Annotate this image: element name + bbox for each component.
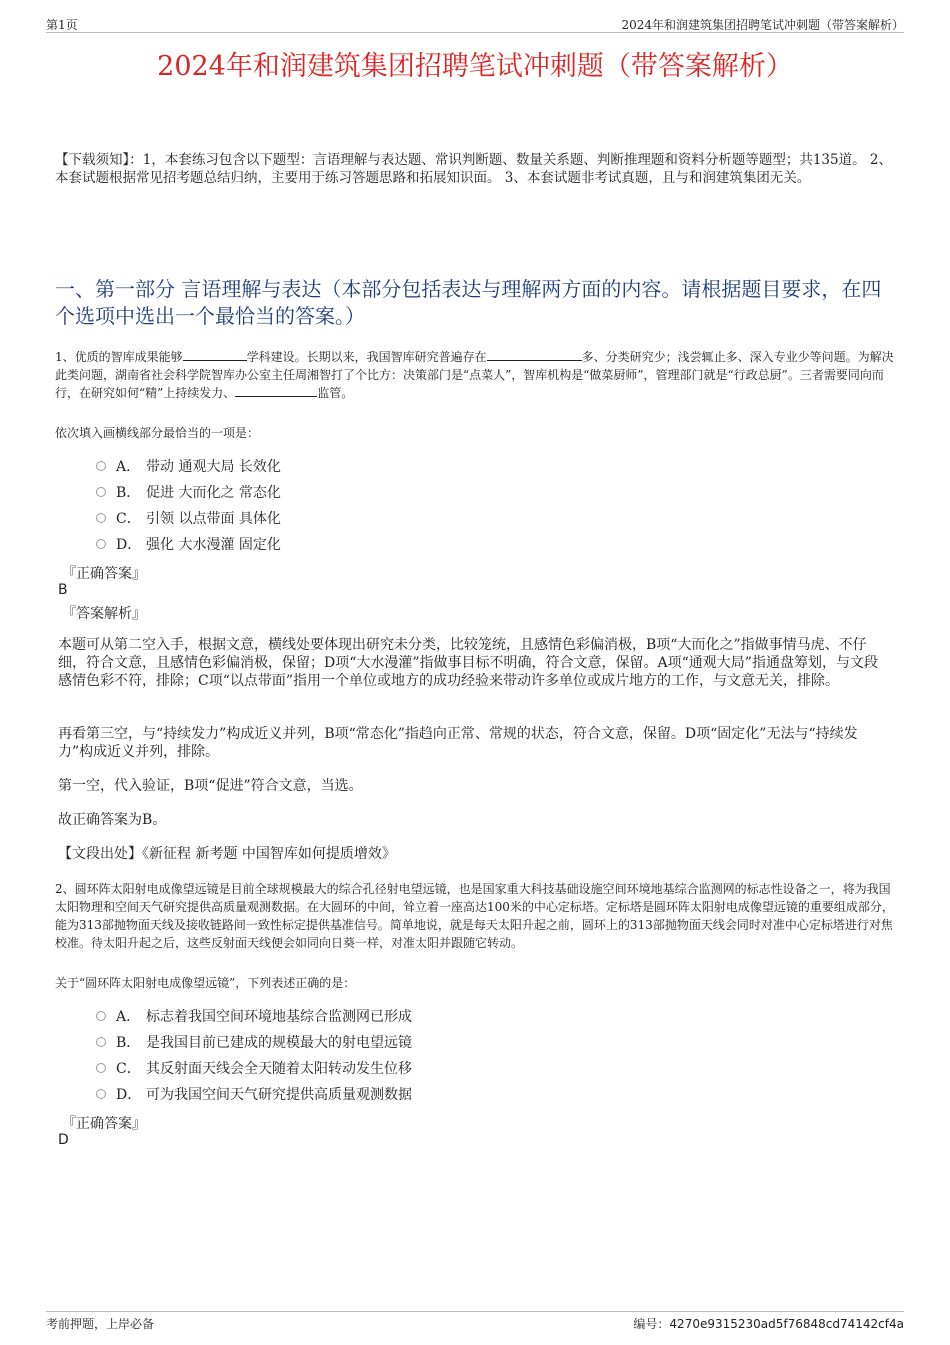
question-1-text: 1、优质的智库成果能够 学科建设。长期以来，我国智库研究普遍存在 多、分类研究少；浅尝辄止多、深入专业少等问题。为解决此类问题，湖南省社会科学院智库办公室主任周湘智打了个比方：决策部门是“点菜人”，智库机构是“做菜厨师”，管理部门就是“行政总厨”。三者需要同向而行，在研究如何“精”上持续发力、 监管。: [55, 350, 894, 400]
footer-code: 编号：4270e9315230ad5f76848cd74142cf4a: [633, 1317, 904, 1331]
analysis-label: 『答案解析』: [62, 606, 146, 622]
option-d[interactable]: D． 强化 大水漫灌 固定化: [96, 531, 281, 557]
blank-3: [235, 384, 317, 397]
question-2-text: 2、圆环阵太阳射电成像望远镜是目前全球规模最大的综合孔径射电望远镜，也是国家重大科技基础设施空间环境地基综合监测网的标志性设备之一，将为我国太阳物理和空间天气研究提供高质量观测数据。在大圆环的中间，耸立着一座高达100米的中心定标塔。定标塔是圆环阵太阳射电成像望远镜的重要组成部分，能为313部抛物面天线及接收链路间一致性标定提供基准信号。简单地说，就是每天太阳升起之前，圆环上的313部抛物面天线会同时对准中心定标塔进行对焦校准。待太阳升起之后，这些反射面天线便会如同向日葵一样，对准太阳并跟随它转动。: [55, 882, 894, 950]
radio-icon[interactable]: [96, 1037, 106, 1047]
page-header: [46, 14, 904, 33]
page-number: 第1页: [46, 18, 78, 32]
blank-1: [183, 348, 247, 361]
radio-icon[interactable]: [96, 1011, 106, 1021]
option-c[interactable]: C． 引领 以点带面 具体化: [96, 505, 281, 531]
option-b[interactable]: B． 是我国目前已建成的规模最大的射电望远镜: [96, 1029, 412, 1055]
radio-icon[interactable]: [96, 461, 106, 471]
radio-icon[interactable]: [96, 1089, 106, 1099]
blank-2: [487, 348, 582, 361]
radio-icon[interactable]: [96, 513, 106, 523]
option-a[interactable]: A． 带动 通观大局 长效化: [96, 453, 281, 479]
option-d[interactable]: D． 可为我国空间天气研究提供高质量观测数据: [96, 1081, 412, 1107]
question-1-instruction: 依次填入画横线部分最恰当的一项是：: [55, 426, 260, 440]
analysis-paragraph: 第一空，代入验证，B项“促进”符合文意，当选。: [58, 778, 363, 794]
answer-label: 『正确答案』: [62, 566, 146, 582]
radio-icon[interactable]: [96, 1063, 106, 1073]
page-title: 2024年和润建筑集团招聘笔试冲刺题（带答案解析）: [157, 51, 793, 82]
answer-value: B: [58, 582, 68, 598]
option-c[interactable]: C． 其反射面天线会全天随着太阳转动发生位移: [96, 1055, 412, 1081]
radio-icon[interactable]: [96, 487, 106, 497]
option-a[interactable]: A． 标志着我国空间环境地基综合监测网已形成: [96, 1003, 412, 1029]
header-doc-title: 2024年和润建筑集团招聘笔试冲刺题（带答案解析）: [621, 18, 904, 32]
answer-label: 『正确答案』: [62, 1116, 146, 1132]
answer-value: D: [58, 1132, 69, 1148]
download-notice: 【下载须知】：1，本套练习包含以下题型：言语理解与表达题、常识判断题、数量关系题、判断推理题和资料分析题等题型；共135道。 2、本套试题根据常见招考题总结归纳，主要用于练习答题思路和拓展知识面。 3、本套试题非考试真题，且与和润建筑集团无关。: [55, 152, 892, 186]
page-footer: [46, 1311, 904, 1336]
question-2-instruction: 关于“圆环阵太阳射电成像望远镜”，下列表述正确的是：: [55, 976, 356, 990]
option-b[interactable]: B． 促进 大而化之 常态化: [96, 479, 281, 505]
footer-slogan: 考前押题，上岸必备: [46, 1317, 155, 1331]
section-heading: 一、第一部分 言语理解与表达（本部分包括表达与理解两方面的内容。请根据题目要求，在四个选项中选出一个最恰当的答案。）: [55, 277, 882, 328]
question-2-options: [96, 1003, 412, 1107]
question-1-options: [96, 453, 281, 557]
analysis-paragraph: 本题可从第二空入手，根据文意，横线处要体现出研究未分类，比较笼统，且感情色彩偏消极，B项“大而化之”指做事情马虎、不仔细，符合文意，且感情色彩偏消极，保留；D项“大水漫灌”指做事目标不明确，符合文意，保留。A项“通观大局”指通盘筹划，与文段感情色彩不符，排除；C项“以点带面”指用一个单位或地方的成功经验来带动许多单位或成片地方的工作，与文意无关，排除。: [58, 637, 878, 689]
source-citation: 【文段出处】《新征程 新考题 中国智库如何提质增效》: [58, 846, 396, 862]
analysis-paragraph: 故正确答案为B。: [58, 812, 167, 828]
radio-icon[interactable]: [96, 539, 106, 549]
analysis-paragraph: 再看第三空，与“持续发力”构成近义并列，B项“常态化”指趋向正常、常规的状态，符合文意，保留。D项“固定化”无法与“持续发力”构成近义并列，排除。: [58, 726, 858, 760]
